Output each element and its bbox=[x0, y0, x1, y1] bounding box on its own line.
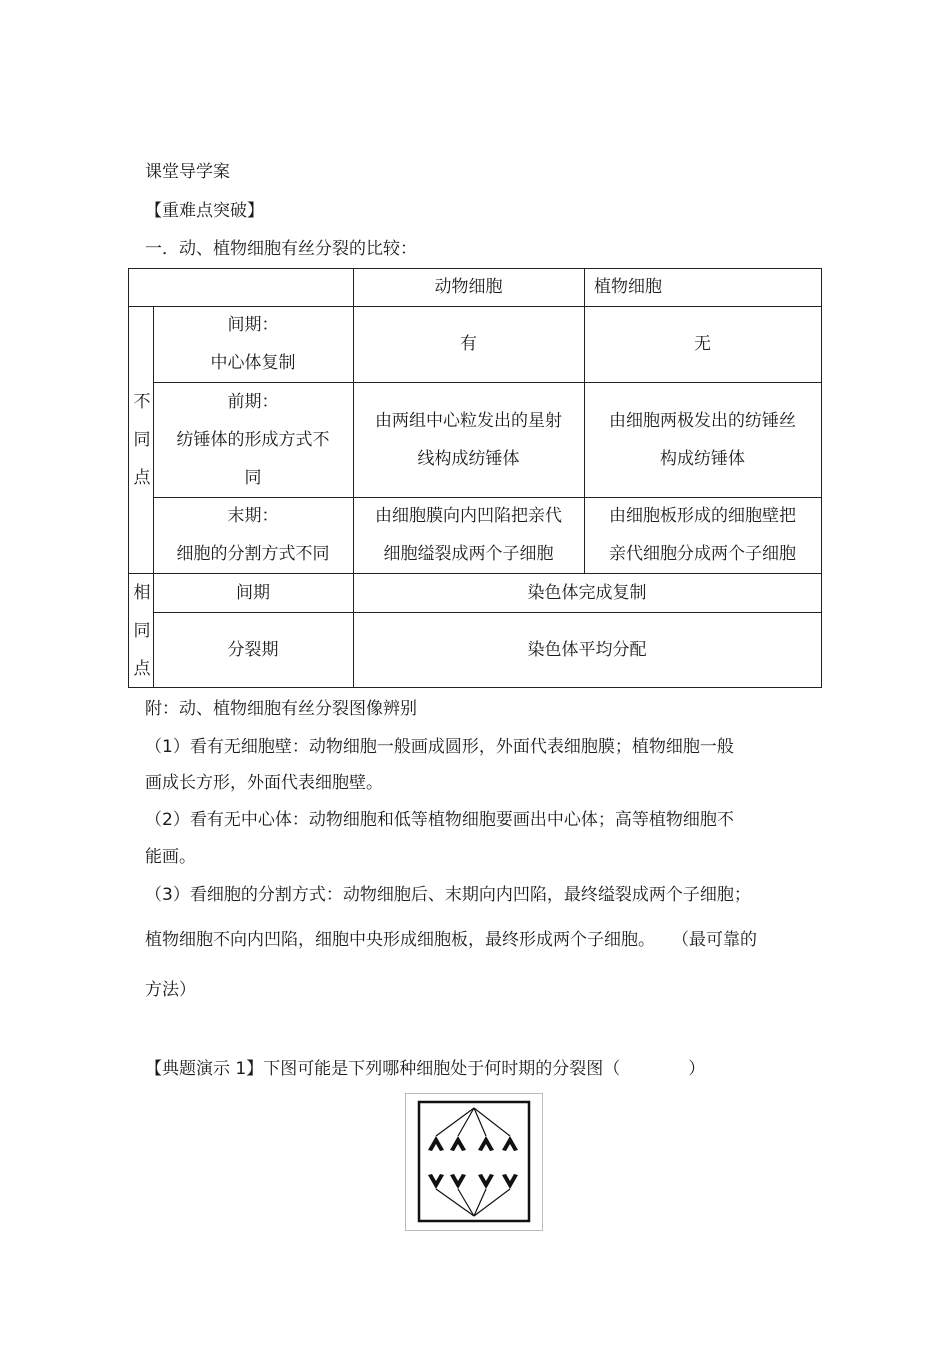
phase-telophase: 末期： 细胞的分割方式不同 bbox=[176, 506, 330, 564]
chromosomes-bottom bbox=[428, 1174, 518, 1189]
header-animal: 动物细胞 bbox=[434, 277, 503, 297]
mitosis-diagram bbox=[406, 1094, 542, 1230]
spindle-bottom bbox=[436, 1189, 510, 1216]
subsection-heading: 一．动、植物细胞有丝分裂的比较： bbox=[145, 239, 417, 259]
phase-prophase: 前期： 纺锤体的形成方式不 同 bbox=[176, 391, 330, 488]
note-line: 方法） bbox=[145, 980, 196, 1000]
plant-interphase: 无 bbox=[694, 334, 711, 354]
table-border-left bbox=[128, 268, 129, 687]
cell-outline bbox=[419, 1102, 529, 1221]
cell-division-figure bbox=[405, 1093, 543, 1231]
animal-prophase: 由两组中心粒发出的星射 线构成纺锤体 bbox=[375, 410, 562, 469]
example-question: 【典题演示 1】下图可能是下列哪种细胞处于何时期的分裂图（ ） bbox=[145, 1059, 706, 1079]
note-line: （3）看细胞的分割方式：动物细胞后、末期向内凹陷，最终缢裂成两个子细胞； bbox=[145, 885, 751, 905]
same-content-division: 染色体平均分配 bbox=[527, 639, 647, 660]
animal-telophase: 由细胞膜向内凹陷把亲代 细胞缢裂成两个子细胞 bbox=[375, 506, 562, 564]
header-plant: 植物细胞 bbox=[594, 277, 662, 297]
note-line: （1）看有无细胞壁：动物细胞一般画成圆形，外面代表细胞膜；植物细胞一般 bbox=[145, 737, 734, 757]
plant-prophase: 由细胞两极发出的纺锤丝 构成纺锤体 bbox=[609, 410, 796, 469]
plant-telophase: 由细胞板形成的细胞壁把 亲代细胞分成两个子细胞 bbox=[609, 506, 796, 564]
chromosomes-top bbox=[428, 1136, 518, 1151]
group-label-different: 不 同 点 bbox=[133, 392, 151, 488]
animal-interphase: 有 bbox=[460, 334, 477, 354]
phase-interphase: 间期： 中心体复制 bbox=[210, 315, 296, 373]
note-line: 能画。 bbox=[145, 847, 196, 867]
group-label-same: 相 同 点 bbox=[133, 583, 151, 679]
page-title: 课堂导学案 bbox=[145, 162, 230, 182]
same-phase-division: 分裂期 bbox=[227, 639, 279, 660]
table-border-bottom bbox=[128, 687, 822, 688]
same-content-interphase: 染色体完成复制 bbox=[527, 582, 647, 603]
note-line: （2）看有无中心体：动物细胞和低等植物细胞要画出中心体；高等植物细胞不 bbox=[145, 810, 734, 830]
note-line: 画成长方形，外面代表细胞壁。 bbox=[145, 773, 383, 793]
note-line: 植物细胞不向内凹陷，细胞中央形成细胞板，最终形成两个子细胞。 （最可靠的 bbox=[145, 930, 757, 950]
table-border-right bbox=[821, 268, 822, 687]
spindle-top bbox=[436, 1108, 510, 1136]
same-phase-interphase: 间期 bbox=[236, 582, 270, 603]
notes-title: 附：动、植物细胞有丝分裂图像辨别 bbox=[145, 699, 417, 719]
section-heading: 【重难点突破】 bbox=[145, 201, 264, 221]
